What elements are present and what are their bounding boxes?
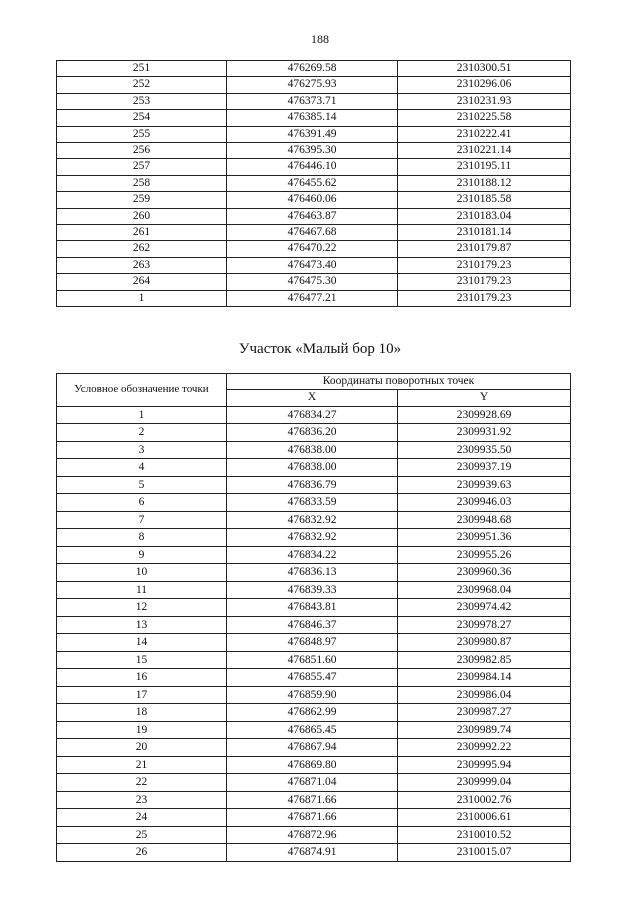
header-row (57, 374, 571, 390)
x-coordinate-cell: 476871.66 (227, 791, 398, 809)
section-title: Участок «Малый бор 10» (238, 341, 402, 357)
table-row (57, 669, 571, 687)
point-number-cell: 264 (57, 274, 227, 290)
table-row (57, 704, 571, 722)
table-body (57, 406, 571, 861)
table-row (57, 274, 571, 290)
header-x: X (227, 390, 398, 406)
point-number-cell: 19 (57, 721, 227, 739)
point-number-cell: 263 (57, 257, 227, 273)
table-row (57, 651, 571, 669)
y-coordinate-cell: 2309995.94 (398, 756, 571, 774)
x-coordinate-cell: 476867.94 (227, 739, 398, 757)
table-row (57, 511, 571, 529)
y-coordinate-cell: 2310221.14 (398, 143, 571, 159)
x-coordinate-cell: 476463.87 (227, 208, 398, 224)
table-row (57, 756, 571, 774)
x-coordinate-cell: 476851.60 (227, 651, 398, 669)
y-coordinate-cell: 2310181.14 (398, 225, 571, 241)
x-coordinate-cell: 476460.06 (227, 192, 398, 208)
table-row (57, 406, 571, 424)
x-coordinate-cell: 476846.37 (227, 616, 398, 634)
x-coordinate-cell: 476836.79 (227, 476, 398, 494)
y-coordinate-cell: 2309968.04 (398, 581, 571, 599)
table-row (57, 77, 571, 93)
table-row (57, 791, 571, 809)
point-number-cell: 2 (57, 424, 227, 442)
table-row (57, 441, 571, 459)
table-header (57, 374, 571, 407)
y-coordinate-cell: 2309935.50 (398, 441, 571, 459)
table-row (57, 739, 571, 757)
table-row (57, 257, 571, 273)
y-coordinate-cell: 2309982.85 (398, 651, 571, 669)
y-coordinate-cell: 2309931.92 (398, 424, 571, 442)
y-coordinate-cell: 2310222.41 (398, 126, 571, 142)
x-coordinate-cell: 476848.97 (227, 634, 398, 652)
table-row (57, 424, 571, 442)
table-row (57, 634, 571, 652)
x-coordinate-cell: 476838.00 (227, 441, 398, 459)
point-number-cell: 24 (57, 809, 227, 827)
y-coordinate-cell: 2309946.03 (398, 494, 571, 512)
y-coordinate-cell: 2309989.74 (398, 721, 571, 739)
y-coordinate-cell: 2310225.58 (398, 110, 571, 126)
point-number-cell: 7 (57, 511, 227, 529)
point-number-cell: 18 (57, 704, 227, 722)
table-row (57, 564, 571, 582)
x-coordinate-cell: 476834.22 (227, 546, 398, 564)
coordinates-table-continued (56, 60, 571, 307)
y-coordinate-cell: 2310185.58 (398, 192, 571, 208)
point-number-cell: 258 (57, 175, 227, 191)
coordinates-table-maly-bor-10 (56, 373, 571, 862)
x-coordinate-cell: 476373.71 (227, 93, 398, 109)
point-number-cell: 261 (57, 225, 227, 241)
table-row (57, 494, 571, 512)
y-coordinate-cell: 2310195.11 (398, 159, 571, 175)
table-row (57, 290, 571, 306)
y-coordinate-cell: 2309951.36 (398, 529, 571, 547)
table-row (57, 844, 571, 862)
table-row (57, 721, 571, 739)
x-coordinate-cell: 476832.92 (227, 529, 398, 547)
x-coordinate-cell: 476836.13 (227, 564, 398, 582)
point-number-cell: 4 (57, 459, 227, 477)
x-coordinate-cell: 476834.27 (227, 406, 398, 424)
table-row (57, 225, 571, 241)
table-row (57, 110, 571, 126)
x-coordinate-cell: 476836.20 (227, 424, 398, 442)
x-coordinate-cell: 476865.45 (227, 721, 398, 739)
point-number-cell: 257 (57, 159, 227, 175)
y-coordinate-cell: 2310179.23 (398, 257, 571, 273)
x-coordinate-cell: 476874.91 (227, 844, 398, 862)
table-row (57, 529, 571, 547)
y-coordinate-cell: 2309974.42 (398, 599, 571, 617)
table-row (57, 774, 571, 792)
table-row (57, 126, 571, 142)
y-coordinate-cell: 2309928.69 (398, 406, 571, 424)
x-coordinate-cell: 476833.59 (227, 494, 398, 512)
table-row (57, 159, 571, 175)
x-coordinate-cell: 476855.47 (227, 669, 398, 687)
y-coordinate-cell: 2310006.61 (398, 809, 571, 827)
point-number-cell: 5 (57, 476, 227, 494)
x-coordinate-cell: 476859.90 (227, 686, 398, 704)
point-number-cell: 8 (57, 529, 227, 547)
x-coordinate-cell: 476838.00 (227, 459, 398, 477)
point-number-cell: 21 (57, 756, 227, 774)
point-number-cell: 259 (57, 192, 227, 208)
point-number-cell: 26 (57, 844, 227, 862)
x-coordinate-cell: 476475.30 (227, 274, 398, 290)
y-coordinate-cell: 2309955.26 (398, 546, 571, 564)
x-coordinate-cell: 476455.62 (227, 175, 398, 191)
point-number-cell: 260 (57, 208, 227, 224)
x-coordinate-cell: 476467.68 (227, 225, 398, 241)
point-number-cell: 3 (57, 441, 227, 459)
y-coordinate-cell: 2309987.27 (398, 704, 571, 722)
point-number-cell: 10 (57, 564, 227, 582)
table-row (57, 546, 571, 564)
point-number-cell: 16 (57, 669, 227, 687)
point-number-cell: 262 (57, 241, 227, 257)
y-coordinate-cell: 2310231.93 (398, 93, 571, 109)
table-row (57, 599, 571, 617)
y-coordinate-cell: 2310300.51 (398, 61, 571, 77)
y-coordinate-cell: 2310010.52 (398, 826, 571, 844)
y-coordinate-cell: 2309937.19 (398, 459, 571, 477)
x-coordinate-cell: 476839.33 (227, 581, 398, 599)
x-coordinate-cell: 476862.99 (227, 704, 398, 722)
x-coordinate-cell: 476446.10 (227, 159, 398, 175)
point-number-cell: 11 (57, 581, 227, 599)
table-body (57, 61, 571, 307)
x-coordinate-cell: 476385.14 (227, 110, 398, 126)
y-coordinate-cell: 2309948.68 (398, 511, 571, 529)
table-row (57, 616, 571, 634)
y-coordinate-cell: 2310296.06 (398, 77, 571, 93)
point-number-cell: 23 (57, 791, 227, 809)
table-row (57, 175, 571, 191)
point-number-cell: 1 (57, 290, 227, 306)
y-coordinate-cell: 2309980.87 (398, 634, 571, 652)
y-coordinate-cell: 2309992.22 (398, 739, 571, 757)
x-coordinate-cell: 476395.30 (227, 143, 398, 159)
x-coordinate-cell: 476391.49 (227, 126, 398, 142)
table-row (57, 809, 571, 827)
point-number-cell: 20 (57, 739, 227, 757)
point-number-cell: 9 (57, 546, 227, 564)
y-coordinate-cell: 2310179.87 (398, 241, 571, 257)
point-number-cell: 14 (57, 634, 227, 652)
point-number-cell: 15 (57, 651, 227, 669)
point-number-cell: 255 (57, 126, 227, 142)
table-row (57, 581, 571, 599)
page-number: 188 (311, 32, 329, 46)
y-coordinate-cell: 2309960.36 (398, 564, 571, 582)
x-coordinate-cell: 476872.96 (227, 826, 398, 844)
table-row (57, 686, 571, 704)
table-row (57, 241, 571, 257)
point-number-cell: 256 (57, 143, 227, 159)
table-row (57, 208, 571, 224)
header-point-designation: Условное обозначение точки (57, 374, 227, 407)
y-coordinate-cell: 2310188.12 (398, 175, 571, 191)
x-coordinate-cell: 476269.58 (227, 61, 398, 77)
point-number-cell: 13 (57, 616, 227, 634)
y-coordinate-cell: 2309939.63 (398, 476, 571, 494)
y-coordinate-cell: 2310002.76 (398, 791, 571, 809)
x-coordinate-cell: 476871.04 (227, 774, 398, 792)
table-row (57, 192, 571, 208)
x-coordinate-cell: 476477.21 (227, 290, 398, 306)
table-row (57, 459, 571, 477)
x-coordinate-cell: 476869.80 (227, 756, 398, 774)
point-number-cell: 253 (57, 93, 227, 109)
y-coordinate-cell: 2310179.23 (398, 290, 571, 306)
x-coordinate-cell: 476871.66 (227, 809, 398, 827)
table-row (57, 826, 571, 844)
y-coordinate-cell: 2310015.07 (398, 844, 571, 862)
y-coordinate-cell: 2309999.04 (398, 774, 571, 792)
table-row (57, 61, 571, 77)
point-number-cell: 251 (57, 61, 227, 77)
point-number-cell: 6 (57, 494, 227, 512)
y-coordinate-cell: 2309986.04 (398, 686, 571, 704)
point-number-cell: 1 (57, 406, 227, 424)
y-coordinate-cell: 2309984.14 (398, 669, 571, 687)
x-coordinate-cell: 476275.93 (227, 77, 398, 93)
table-row (57, 143, 571, 159)
point-number-cell: 25 (57, 826, 227, 844)
header-coordinates: Координаты поворотных точек (227, 374, 571, 390)
point-number-cell: 17 (57, 686, 227, 704)
header-y: Y (398, 390, 571, 406)
point-number-cell: 254 (57, 110, 227, 126)
y-coordinate-cell: 2310179.23 (398, 274, 571, 290)
table-row (57, 476, 571, 494)
point-number-cell: 12 (57, 599, 227, 617)
point-number-cell: 22 (57, 774, 227, 792)
table-row (57, 93, 571, 109)
x-coordinate-cell: 476832.92 (227, 511, 398, 529)
y-coordinate-cell: 2309978.27 (398, 616, 571, 634)
x-coordinate-cell: 476470.22 (227, 241, 398, 257)
x-coordinate-cell: 476843.81 (227, 599, 398, 617)
point-number-cell: 252 (57, 77, 227, 93)
y-coordinate-cell: 2310183.04 (398, 208, 571, 224)
x-coordinate-cell: 476473.40 (227, 257, 398, 273)
